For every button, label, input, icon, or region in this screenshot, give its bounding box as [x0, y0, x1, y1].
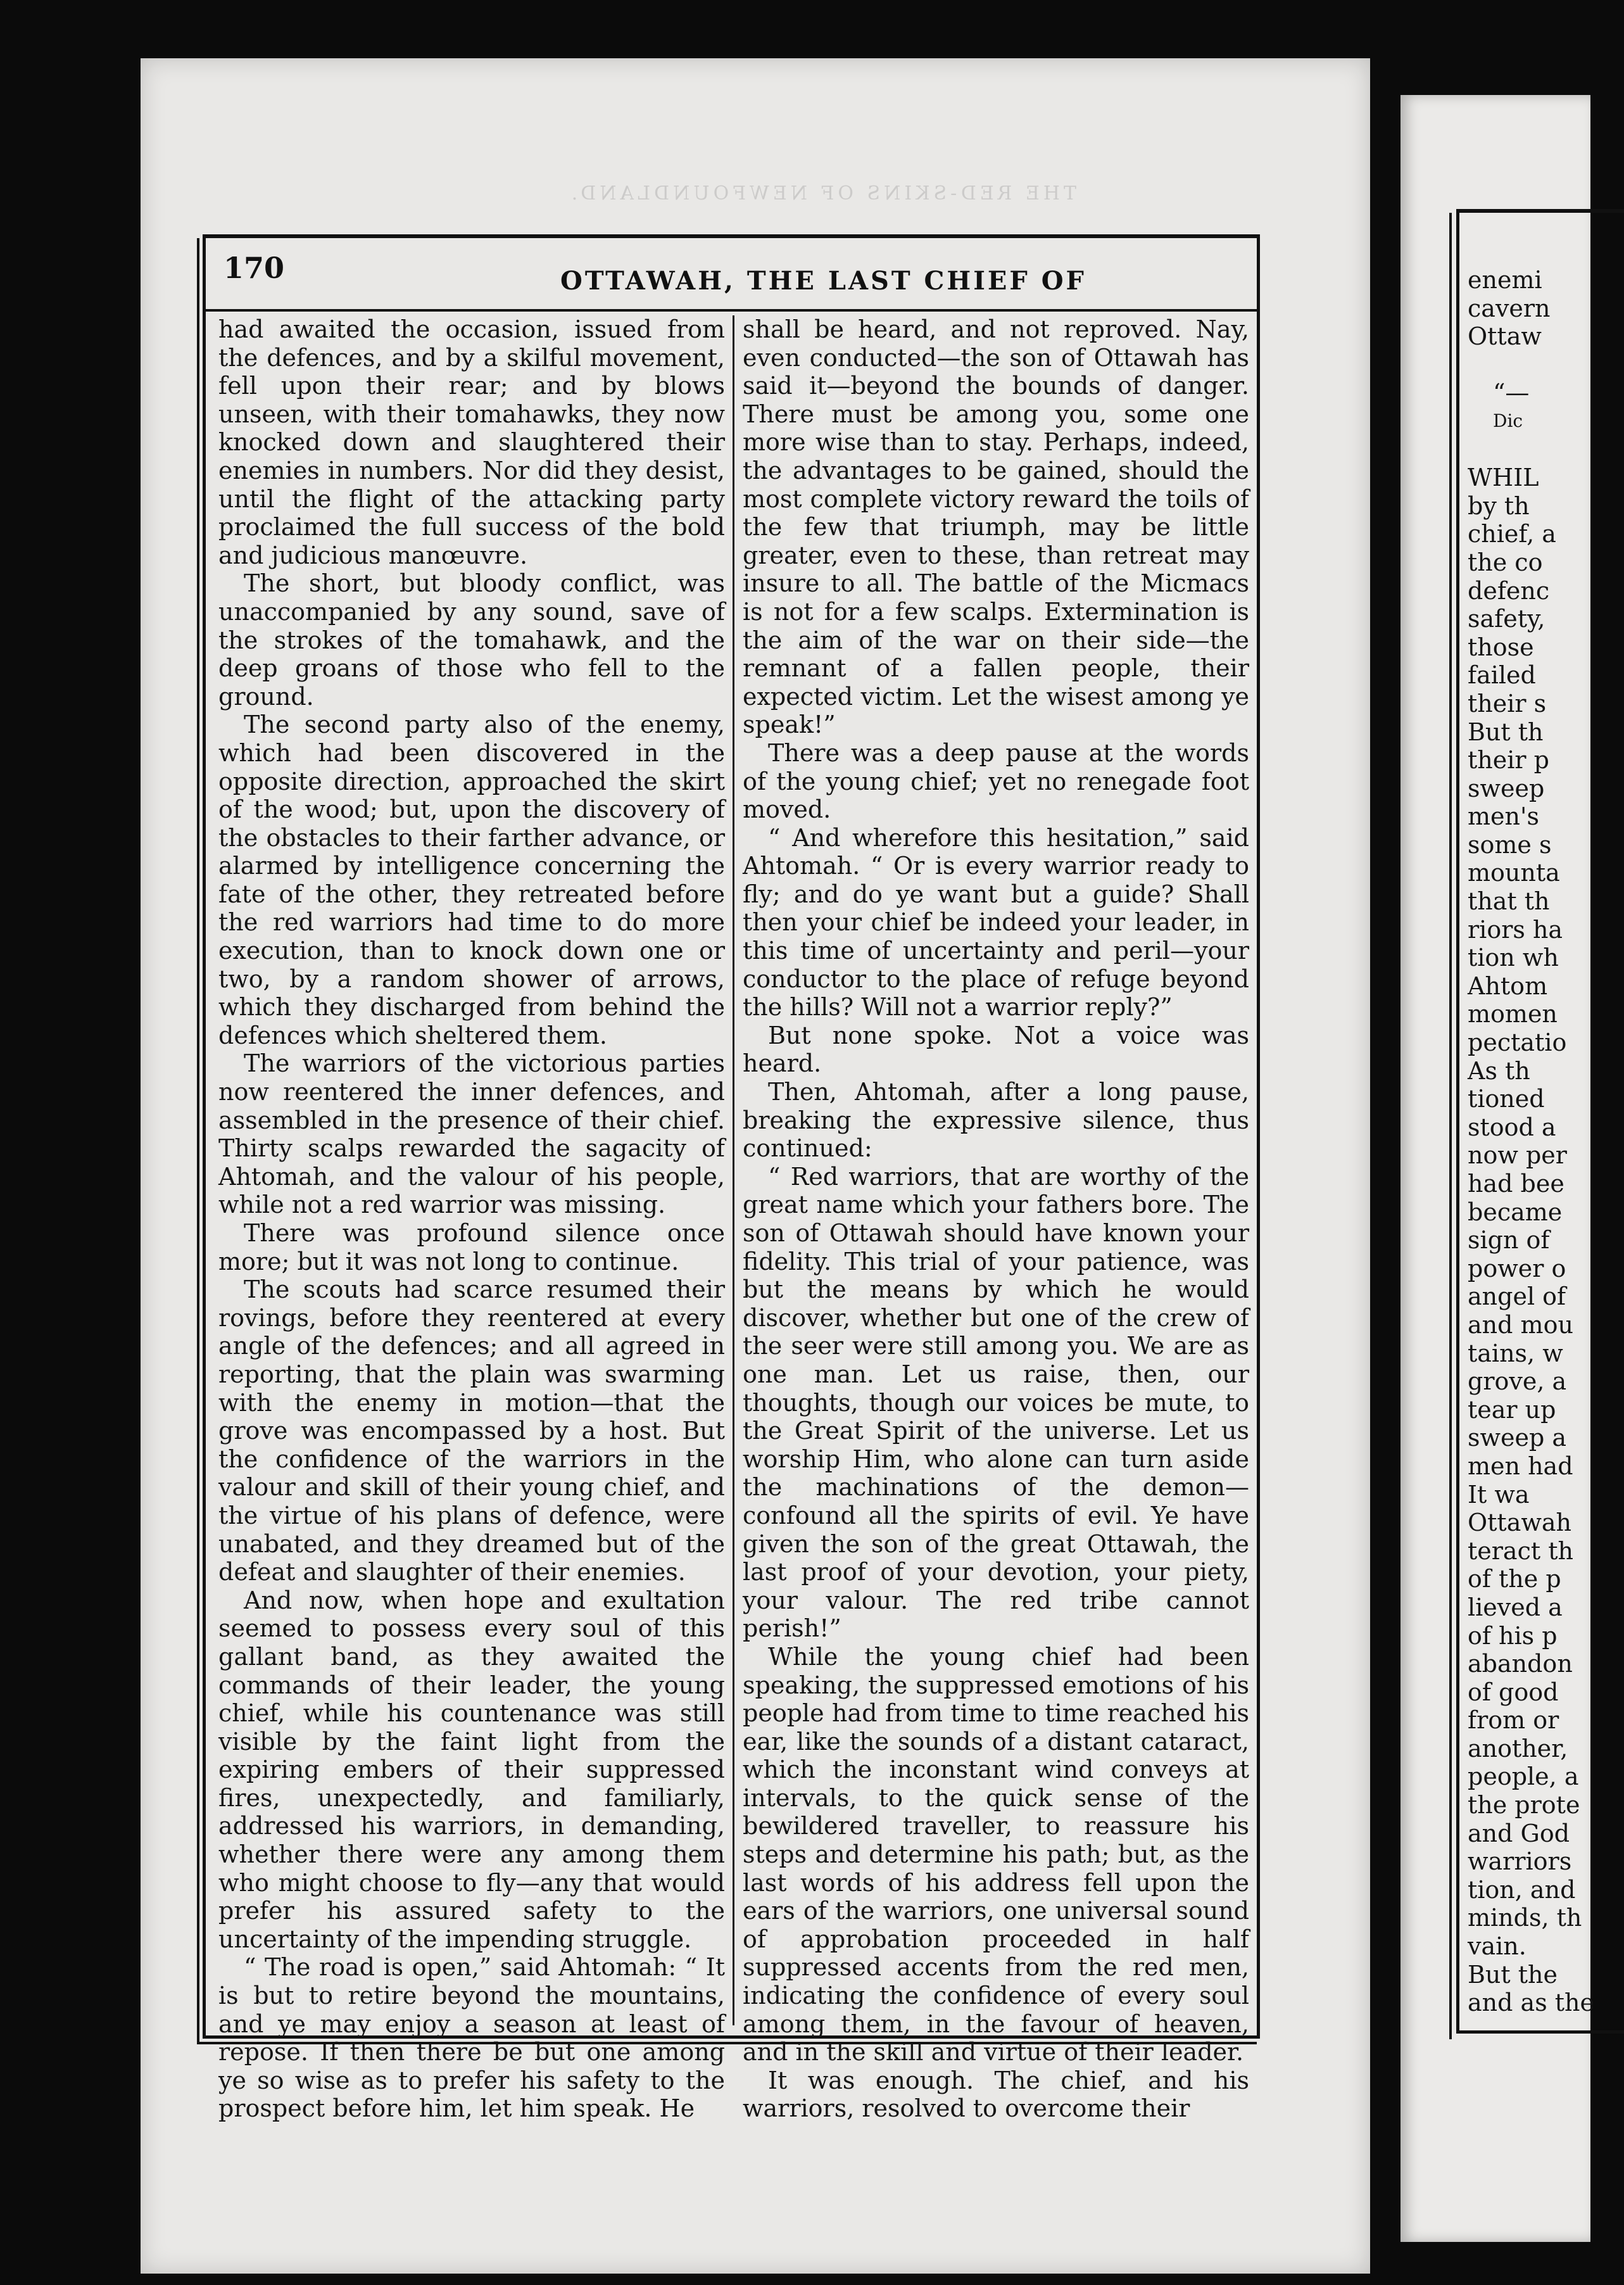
fragment-line: It wa — [1468, 1480, 1530, 1509]
fragment-line: tains, w — [1468, 1339, 1563, 1367]
fragment-line: tion, and — [1468, 1875, 1576, 1904]
fragment-line: the prote — [1468, 1791, 1580, 1820]
paragraph: “ The road is open,” said Ahtomah: “ It is but to retire beyond the mountains, and ye may enjoy a season at least of repose. If then there be but one among ye so wise as to prefer his safety to the prospect before him, let him speak. He — [218, 1953, 725, 2123]
paragraph: The warriors of the victorious parties now reentered the inner defences, and assembled in the presence of their chief. Thirty scalps rewarded the sagacity of Ahtomah, and the valour of his people, while not a red warrior was missing. — [218, 1049, 725, 1219]
fragment-line — [1468, 436, 1594, 464]
page-header — [206, 238, 1257, 309]
fragment-line: As th — [1468, 1056, 1530, 1085]
fragment-line: WHIL — [1468, 464, 1539, 492]
fragment-line: warriors — [1468, 1847, 1572, 1876]
fragment-line: and as the — [1468, 1989, 1595, 2017]
fragment-line: momen — [1468, 1000, 1558, 1029]
fragment-line: failed — [1468, 661, 1536, 690]
fragment-line: became — [1468, 1198, 1563, 1226]
fragment-line: men had — [1468, 1452, 1573, 1480]
paragraph: Then, Ahtomah, after a long pause, breaking the expressive silence, thus continued: — [743, 1078, 1249, 1163]
fragment-line: the co — [1468, 548, 1543, 576]
fragment-line: power o — [1468, 1254, 1566, 1282]
paragraph: had awaited the occasion, issued from the defences, and by a skilful movement, fell upon their rear; and by blows unseen, with their tomahawks, they now knocked down and slaughtered their enemies in numbers. Nor did they desist, until the flight of the attacking party proclaimed the full success of the bold and judicious manœuvre. — [218, 315, 725, 569]
paragraph: “ And wherefore this hesitation,” said Ahtomah. “ Or is every warrior ready to fly; and do ye want but a guide? Shall then your chief be indeed your leader, in this time of uncertainty and peril—your conductor to the place of refuge beyond the hills? Will not a warrior reply?” — [743, 823, 1249, 1022]
running-head: OTTAWAH, THE LAST CHIEF OF — [560, 266, 1086, 296]
fragment-line: those — [1468, 633, 1534, 661]
fragment-line: pectatio — [1468, 1029, 1567, 1057]
fragment-line: “— — [1493, 379, 1530, 407]
fragment-line: had bee — [1468, 1170, 1564, 1198]
fragment-line: of the p — [1468, 1565, 1561, 1593]
right-column — [743, 315, 1249, 2123]
fragment-line: minds, th — [1468, 1904, 1582, 1932]
fragment-line: safety, — [1468, 605, 1545, 633]
fragment-line: teract th — [1468, 1536, 1573, 1565]
fragment-line: and God — [1468, 1819, 1570, 1847]
fragment-line: their s — [1468, 689, 1547, 718]
fragment-line: tioned — [1468, 1085, 1545, 1113]
fragment-line: lieved a — [1468, 1593, 1563, 1621]
fragment-line: and mou — [1468, 1310, 1573, 1339]
fragment-line: But the — [1468, 1960, 1558, 1989]
fragment-line: now per — [1468, 1141, 1567, 1170]
fragment-line: angel of — [1468, 1282, 1566, 1311]
bleed-through-header: THE RED-SKINS OF NEWFOUNDLAND. — [567, 182, 1076, 205]
column-divider — [733, 315, 734, 2025]
fragment-line: grove, a — [1468, 1367, 1567, 1396]
page-number: 170 — [223, 251, 285, 285]
fragment-line: another, — [1468, 1734, 1568, 1763]
fragment-line: their p — [1468, 746, 1549, 775]
fragment-line: sign of — [1468, 1226, 1550, 1255]
fragment-line: by th — [1468, 491, 1530, 520]
fragment-line: sweep a — [1468, 1424, 1567, 1452]
fragment-line: Ottawah — [1468, 1509, 1572, 1537]
fragment-line: of his p — [1468, 1621, 1558, 1650]
fragment-line: abandon — [1468, 1650, 1573, 1678]
paragraph: The scouts had scarce resumed their rovings, before they reentered at every angle of the defences; and all agreed in reporting, that the plain was swarming with the enemy in motion—that the grove was encompassed by a host. But the confidence of the warriors in the valour and skill of their young chief, and the virtue of his plans of defence, were unabated, and they dreamed but of the defeat and slaughter of their enemies. — [218, 1275, 725, 1586]
paragraph: shall be heard, and not reproved. Nay, even conducted—the son of Ottawah has said it—beyond the bounds of danger. There must be among you, some one more wise than to stay. Perhaps, indeed, the advantages to be gained, should the most complete victory reward the toils of the few that triumph, may be little greater, even to these, than retreat may insure to all. The battle of the Micmacs is not for a few scalps. Extermination is the aim of the war on their side—the remnant of a fallen people, their expected victim. Let the wisest among ye speak!” — [743, 315, 1249, 739]
paragraph: While the young chief had been speaking, the suppressed emotions of his people had from time to time reached his ear, like the sounds of a distant cataract, which the inconstant wind conveys at intervals, to the quick sense of the bewildered traveller, to reassure his steps and determine his path; but, as the last words of his address fell upon the ears of the warriors, one universal sound of approbation proceeded in half suppressed accents from the red men, indicating the confidence of every soul among them, in the favour of heaven, and in the skill and virtue of their leader. — [743, 1642, 1249, 2067]
paragraph: But none spoke. Not a voice was heard. — [743, 1021, 1249, 1078]
paragraph: “ Red warriors, that are worthy of the great name which your fathers bore. The son of Ottawah should have known your fidelity. This trial of your patience, was but the means by which he would discover, whether but one of the crew of the seer were still among you. We are as one man. Let us raise, then, our thoughts, though our voices be mute, to the Great Spirit of the universe. Let us worship Him, who alone can turn aside the machinations of the demon—confound all the spirits of evil. Ye have given the son of the great Ottawah, the last proof of your devotion, your piety, your valour. The red tribe cannot perish!” — [743, 1162, 1249, 1643]
paragraph: The short, but bloody conflict, was unaccompanied by any sound, save of the strokes of the tomahawk, and the deep groans of those who fell to the ground. — [218, 569, 725, 711]
paragraph: There was a deep pause at the words of the young chief; yet no renegade foot moved. — [743, 738, 1249, 824]
fragment-line: vain. — [1468, 1932, 1526, 1961]
fragment-line: from or — [1468, 1706, 1559, 1735]
fragment-line: tear up — [1468, 1395, 1556, 1424]
fragment-line: tion wh — [1468, 944, 1559, 972]
paragraph: The second party also of the enemy, which had been discovered in the opposite direction, approached the skirt of the wood; but, upon the discovery of the obstacles to their farther advance, or alarmed by intelligence concerning the fate of the other, they retreated before the red warriors had time to do more execution, than to knock down one or two, by a random shower of arrows, which they discharged from behind the defences which sheltered them. — [218, 711, 725, 1049]
paragraph: And now, when hope and exultation seemed to possess every soul of this gallant band, as they awaited the commands of their leader, the young chief, while his countenance was still visible by the faint light from the expiring embers of their suppressed fires, unexpectedly, and familiarly, addressed his warriors, in demanding, whether there were any among them who might choose to fly—any that would prefer his assured safety to the uncertainty of the impending struggle. — [218, 1586, 725, 1953]
fragment-line: Dic — [1493, 410, 1523, 431]
fragment-line: enemi — [1468, 266, 1542, 294]
fragment-line: defenc — [1468, 576, 1550, 605]
fragment-line: But th — [1468, 718, 1544, 746]
fragment-line — [1468, 351, 1594, 379]
text-frame — [203, 234, 1260, 2123]
fragment-line: some s — [1468, 830, 1552, 859]
fragment-line: Ahtom — [1468, 972, 1548, 1000]
fragment-line: Ottaw — [1468, 322, 1542, 351]
fragment-line: that th — [1468, 887, 1550, 916]
fragment-line: men's — [1468, 802, 1539, 831]
fragment-line: stood a — [1468, 1113, 1556, 1141]
fragment-line: of good — [1468, 1678, 1559, 1706]
left-column — [218, 315, 725, 2123]
header-rule — [206, 309, 1257, 312]
paragraph: There was profound silence once more; but it was not long to continue. — [218, 1219, 725, 1275]
paragraph: It was enough. The chief, and his warriors, resolved to overcome their — [743, 2066, 1249, 2123]
adjacent-page-text — [1468, 266, 1594, 2017]
fragment-line: riors ha — [1468, 915, 1563, 944]
fragment-line: mounta — [1468, 859, 1560, 887]
fragment-line: people, a — [1468, 1763, 1579, 1791]
fragment-line: chief, a — [1468, 520, 1556, 548]
fragment-line: cavern — [1468, 294, 1551, 322]
fragment-line: sweep — [1468, 774, 1545, 802]
